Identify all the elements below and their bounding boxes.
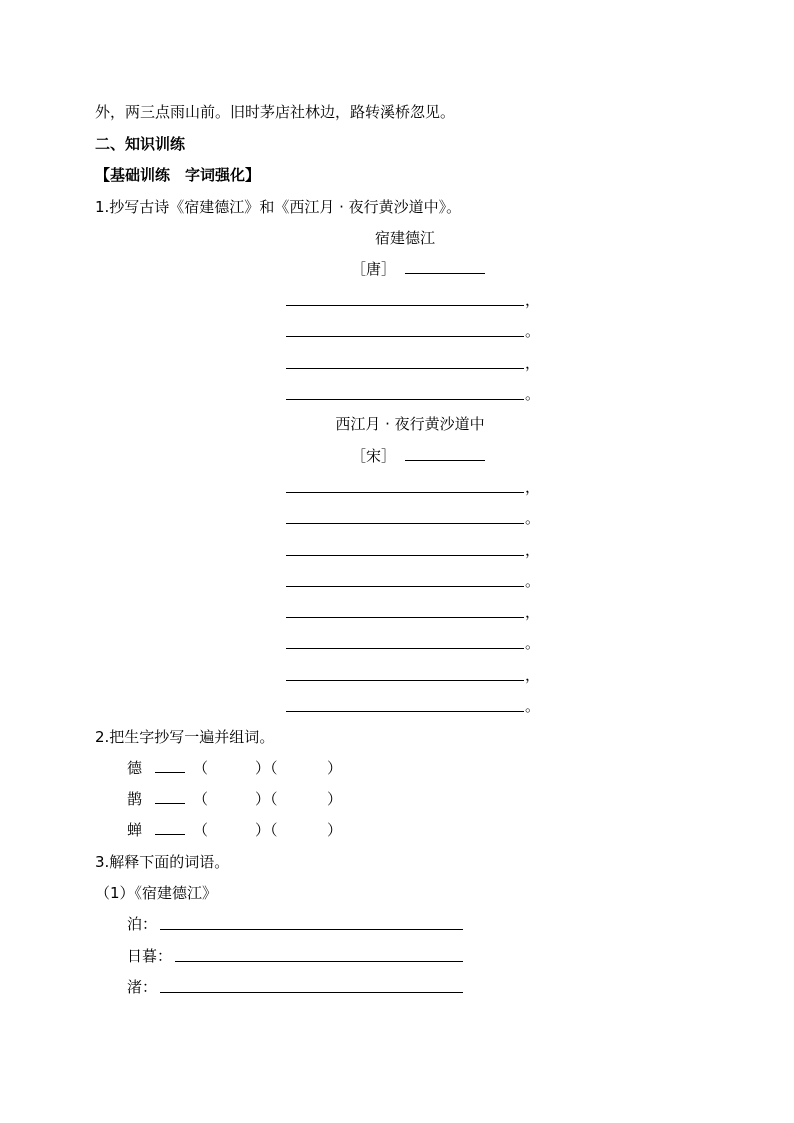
poem2-line-blank[interactable]: [286, 711, 524, 712]
poem1-author-blank[interactable]: [405, 273, 485, 274]
poem2-line-blank[interactable]: [286, 492, 524, 493]
q2-char: 鹊: [127, 790, 143, 808]
intro-line: 外，两三点雨山前。旧时茅店社林边，路转溪桥忽见。: [95, 103, 456, 121]
poem1-line-blank[interactable]: [286, 368, 524, 369]
poem1-line-blank[interactable]: [286, 399, 524, 400]
q2-char-row: [127, 789, 185, 809]
q3-sub-1: （1）《宿建德江》: [95, 884, 218, 902]
poem2-line-end: 。: [525, 697, 541, 715]
poem1-title: 宿建德江: [374, 229, 435, 247]
question-2-prompt: 2.把生字抄写一遍并组词。: [95, 728, 275, 746]
poem2-line-blank[interactable]: [286, 680, 524, 681]
q2-paren-open: （: [193, 759, 209, 777]
poem1-line-end: 。: [525, 385, 541, 403]
poem2-line-blank[interactable]: [286, 617, 524, 618]
question-3-prompt: 3.解释下面的词语。: [95, 853, 230, 871]
poem1-line-blank[interactable]: [286, 305, 524, 306]
poem2-line-end: ，: [525, 478, 541, 496]
poem2-line-blank[interactable]: [286, 523, 524, 524]
poem2-dynasty: ［宋］: [351, 447, 397, 465]
q2-char: 德: [127, 759, 143, 777]
poem2-line-blank[interactable]: [286, 648, 524, 649]
poem1-author-row: [351, 259, 485, 279]
section-title: 二、知识训练: [95, 135, 186, 153]
q3-term: 日暮：: [127, 947, 173, 965]
poem2-line-end: 。: [525, 634, 541, 652]
q2-char-row: [127, 758, 185, 778]
q3-term: 渚：: [127, 978, 158, 996]
poem1-line-end: ，: [525, 354, 541, 372]
poem1-line-end: 。: [525, 322, 541, 340]
poem2-author-blank[interactable]: [405, 460, 485, 461]
q3-answer-blank[interactable]: [160, 929, 463, 930]
q2-char: 蝉: [127, 821, 143, 839]
poem2-line-end: ，: [525, 541, 541, 559]
q2-paren-mid: ）（: [255, 790, 278, 808]
subsection-title: 【基础训练 字词强化】: [95, 166, 261, 184]
q3-answer-blank[interactable]: [160, 992, 463, 993]
poem2-line-blank[interactable]: [286, 555, 524, 556]
poem2-title: 西江月 · 夜行黄沙道中: [335, 415, 485, 433]
q3-answer-blank[interactable]: [175, 961, 463, 962]
q2-paren-open: （: [193, 821, 209, 839]
q2-paren-close: ）: [327, 790, 343, 808]
poem2-line-end: 。: [525, 572, 541, 590]
poem1-line-end: ，: [525, 291, 541, 309]
q2-paren-close: ）: [327, 759, 343, 777]
q2-copy-blank[interactable]: [155, 772, 185, 773]
poem2-line-blank[interactable]: [286, 586, 524, 587]
q2-paren-mid: ）（: [255, 821, 278, 839]
q2-paren-close: ）: [327, 821, 343, 839]
q2-copy-blank[interactable]: [155, 803, 185, 804]
poem1-line-blank[interactable]: [286, 336, 524, 337]
poem1-dynasty: ［唐］: [351, 260, 397, 278]
question-1-prompt: 1.抄写古诗《宿建德江》和《西江月 · 夜行黄沙道中》。: [95, 198, 462, 216]
poem2-line-end: ，: [525, 666, 541, 684]
q2-paren-mid: ）（: [255, 759, 278, 777]
poem2-author-row: [351, 446, 485, 466]
q2-paren-open: （: [193, 790, 209, 808]
q3-term: 泊：: [127, 915, 158, 933]
q2-char-row: [127, 820, 185, 840]
poem2-line-end: 。: [525, 509, 541, 527]
q2-copy-blank[interactable]: [155, 834, 185, 835]
poem2-line-end: ，: [525, 603, 541, 621]
